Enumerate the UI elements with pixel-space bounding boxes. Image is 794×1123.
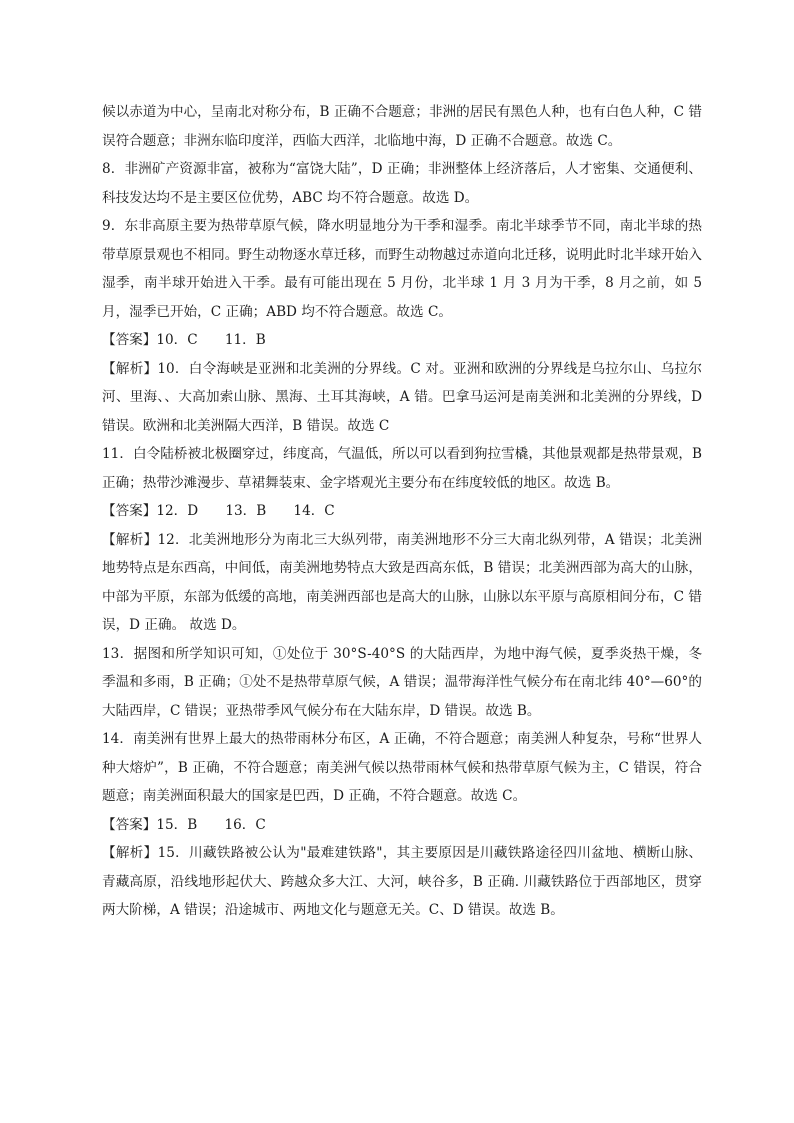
paragraph-q15: 【解析】15．川藏铁路被公认为"最难建铁路"，其主要原因是川藏铁路途径四川盆地、横断山脉、青藏高原，沿线地形起伏大、跨越众多大江、大河，峡谷多，B 正确. 川藏铁路位于西部地区，贯穿两大阶梯，A 错误；沿途城市、两地文化与题意无关。C、D 错误。故选 B。 [102,845,702,918]
answer-line-15-16: 【答案】15．B 16．C [102,816,266,833]
paragraph-q9: 9．东非高原主要为热带草原气候，降水明显地分为干季和湿季。南北半球季节不同，南北半球的热带草原景观也不相同。野生动物逐水草迁移，而野生动物越过赤道向北迁移，说明此时北半球开始入湿季，南半球开始进入干季。最有可能出现在 5 月份，北半球 1 月 3 月为干季，8 月之前，如 5 月，湿季已开始，C 正确；ABD 均不符合题意。故选 C。 [102,218,702,320]
paragraph-q14: 14．南美洲有世界上最大的热带雨林分布区，A 正确，不符合题意；南美洲人种复杂，号称“世界人种大熔炉”，B 正确，不符合题意；南美洲气候以热带雨林气候和热带草原气候为主，C 错误，符合题意；南美洲面积最大的国家是巴西，D 正确，不符合题意。故选 C。 [102,731,702,804]
paragraph-q12: 【解析】12．北美洲地形分为南北三大纵列带，南美洲地形不分三大南北纵列带，A 错误；北美洲地势特点是东西高，中间低，南美洲地势特点大致是西高东低，B 错误；北美洲西部为高大的山脉，中部为平原，东部为低缓的高地，南美洲西部也是高大的山脉，山脉以东平原与高原相间分布，C 错误，D 正确。 故选 D。 [102,531,702,633]
answer-line-10-11: 【答案】10．C 11．B [102,332,266,348]
paragraph-q10: 【解析】10．白令海峡是亚洲和北美洲的分界线。C 对。亚洲和欧洲的分界线是乌拉尔山、乌拉尔河、里海、、大高加索山脉、黑海、土耳其海峡，A 错。巴拿马运河是南美洲和北美洲的分界线，D 错误。欧洲和北美洲隔大西洋，B 错误。故选 C [102,360,702,434]
document-page [102,98,702,925]
answer-line-12-14: 【答案】12．D 13．B 14．C [102,503,335,519]
paragraph-q7-cont: 候以赤道为中心，呈南北对称分布，B 正确不合题意；非洲的居民有黑色人种，也有白色人种，C 错误符合题意；非洲东临印度洋，西临大西洋，北临地中海，D 正确不合题意。故选 C。 [102,104,702,149]
paragraph-q8: 8．非洲矿产资源非富，被称为“富饶大陆”，D 正确；非洲整体上经济落后，人才密集、交通便利、科技发达均不是主要区位优势，ABC 均不符合题意。故选 D。 [102,161,702,206]
paragraph-q13: 13．据图和所学知识可知，①处位于 30°S-40°S 的大陆西岸，为地中海气候，夏季炎热干燥，冬季温和多雨，B 正确；①处不是热带草原气候，A 错误；温带海洋性气候分布在南北纬 40°—60°的大陆西岸，C 错误；亚热带季风气候分布在大陆东岸，D 错误。故选 B。 [102,645,702,719]
paragraph-q11: 11．白令陆桥被北极圈穿过，纬度高，气温低，所以可以看到狗拉雪橇，其他景观都是热带景观，B 正确；热带沙滩漫步、草裙舞装束、金字塔观光主要分布在纬度较低的地区。故选 B。 [102,446,702,491]
